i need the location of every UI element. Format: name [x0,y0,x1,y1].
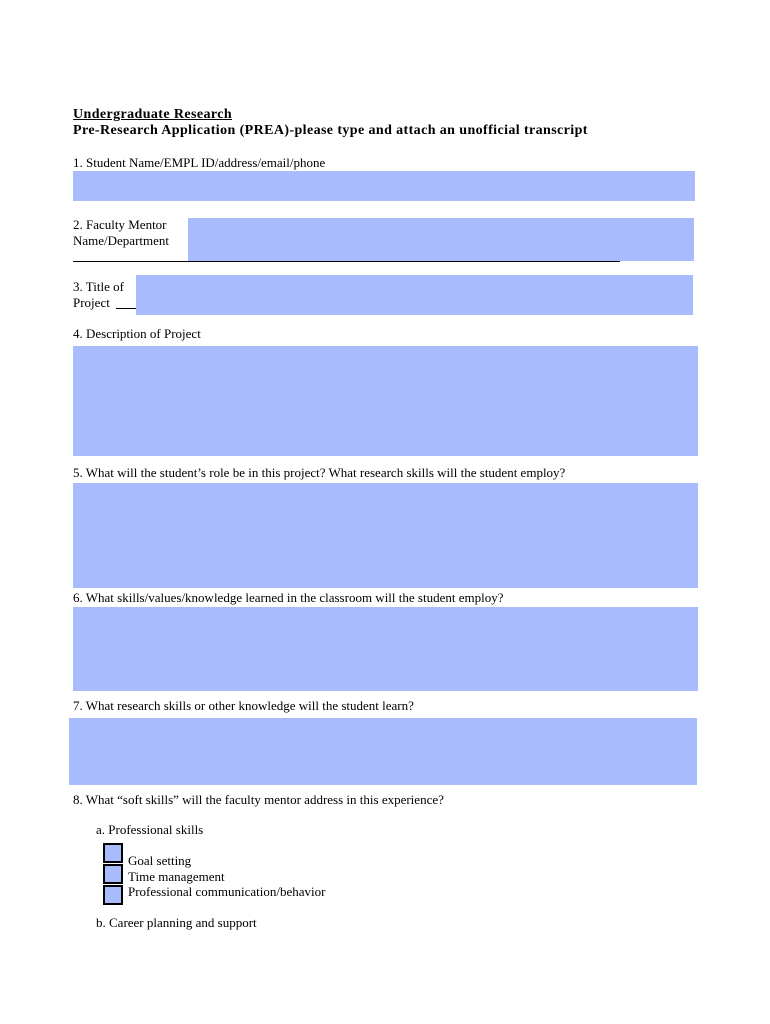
time-management-checkbox[interactable] [103,864,123,884]
answer-underline [116,308,136,309]
project-title-field[interactable] [136,275,693,315]
professional-skills-heading: a. Professional skills [96,822,204,837]
question-5-label: 5. What will the student’s role be in this project? What research skills will the student employ? [73,465,566,480]
skills-learned-field[interactable] [69,718,697,785]
question-4-label: 4. Description of Project [73,326,201,341]
career-planning-heading: b. Career planning and support [96,915,257,930]
question-7-label: 7. What research skills or other knowledge will the student learn? [73,698,414,713]
question-8-label: 8. What “soft skills” will the faculty mentor address in this experience? [73,792,444,807]
question-2-label-line1: 2. Faculty Mentor [73,217,167,232]
student-role-field[interactable] [73,483,698,588]
answer-underline [73,261,620,262]
project-description-field[interactable] [73,346,698,456]
question-2-label-line2: Name/Department [73,233,170,248]
form-title: Pre-Research Application (PREA)-please type and attach an unofficial transcript [73,123,588,138]
question-3-label-line1: 3. Title of [73,279,124,294]
time-management-label: Time management [128,869,225,884]
question-3-label-line2: Project [73,295,110,310]
student-info-field[interactable] [73,171,695,201]
professional-communication-label: Professional communication/behavior [128,884,326,899]
form-section-title: Undergraduate Research [73,107,233,122]
goal-setting-label: Goal setting [128,853,192,868]
classroom-skills-field[interactable] [73,607,698,691]
question-6-label: 6. What skills/values/knowledge learned in the classroom will the student employ? [73,590,504,605]
question-1-label: 1. Student Name/EMPL ID/address/email/phone [73,155,326,170]
professional-communication-checkbox[interactable] [103,885,123,905]
faculty-mentor-field[interactable] [188,218,694,261]
goal-setting-checkbox[interactable] [103,843,123,863]
